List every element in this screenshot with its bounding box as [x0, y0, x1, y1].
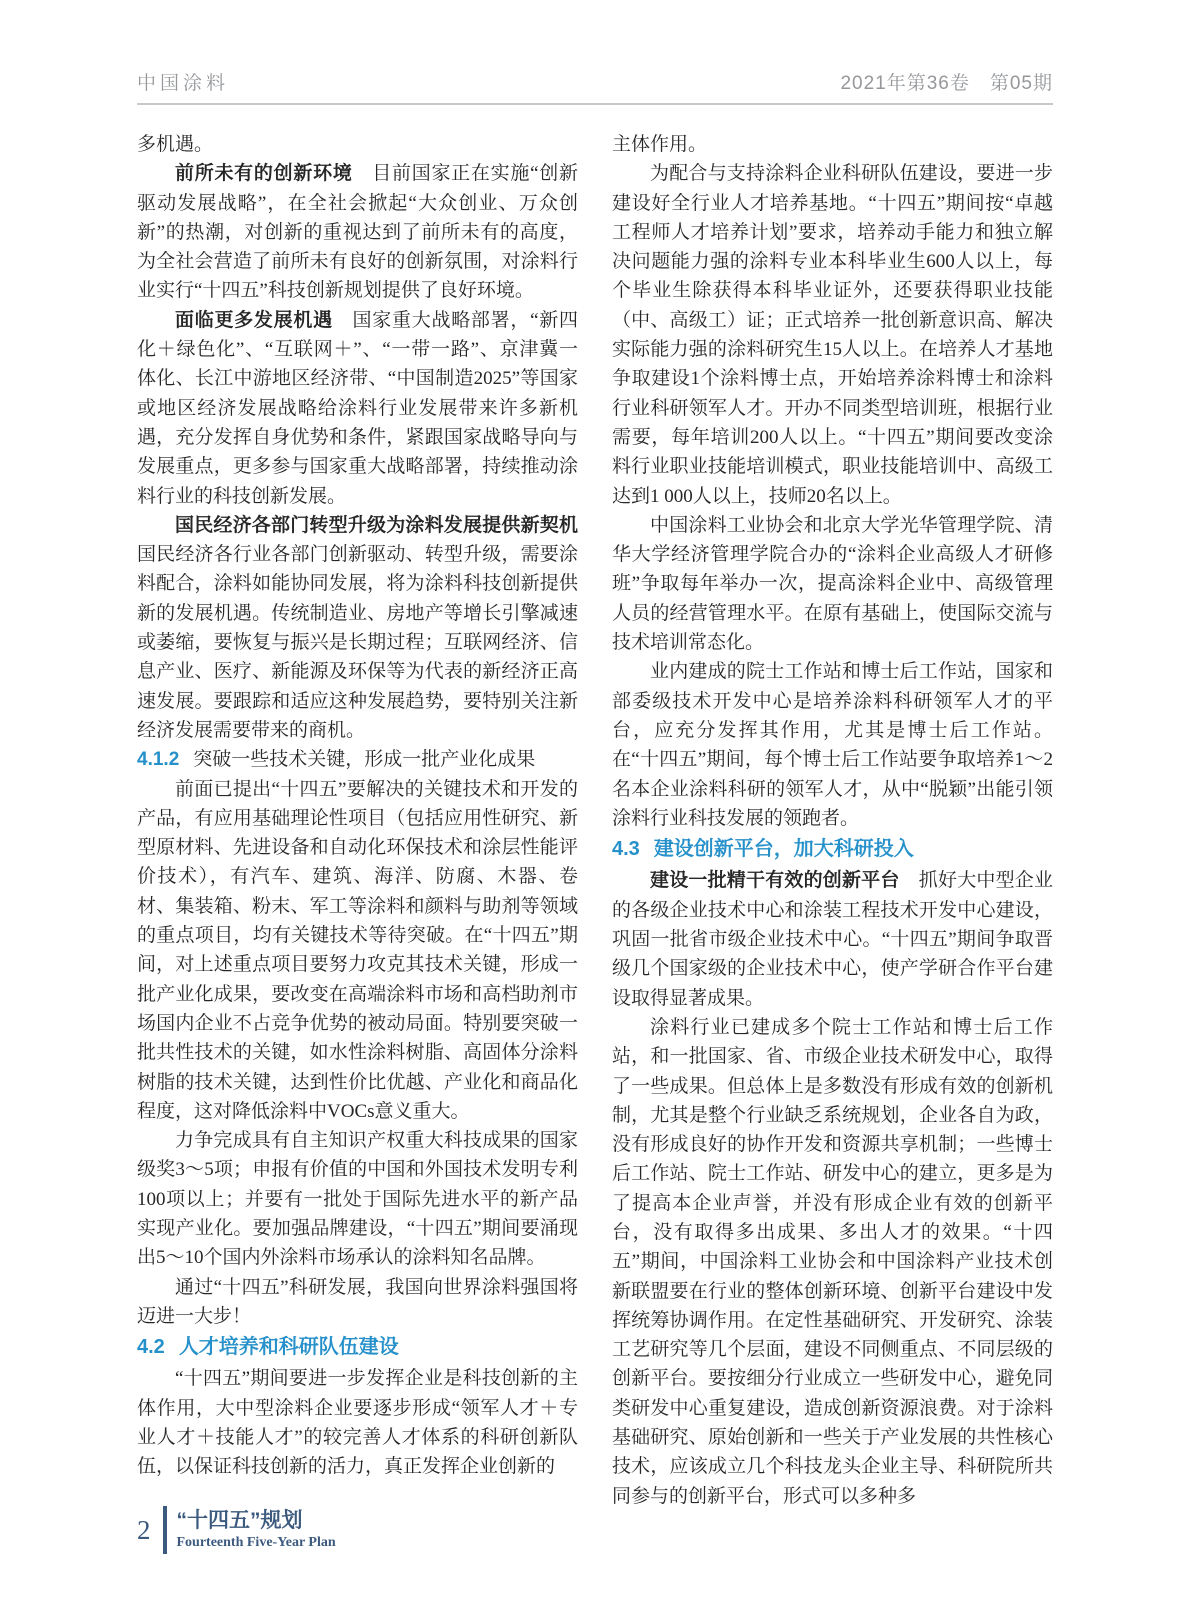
- footer-section-title: “十四五”规划: [176, 1509, 303, 1532]
- section-heading: [137, 1331, 578, 1364]
- right-column: [612, 130, 1053, 1511]
- section-title: 突破一些技术关键，形成一批产业化成果: [193, 749, 536, 771]
- paragraph-bold-lead: 国民经济各部门转型升级为涂料发展提供新契机: [175, 514, 578, 536]
- footer-divider-bar: [163, 1506, 167, 1554]
- paragraph-bold-lead: 建设一批精干有效的创新平台: [650, 870, 900, 892]
- journal-name: 中国涂料: [137, 73, 230, 94]
- paragraph: [137, 130, 578, 159]
- paragraph: [612, 657, 1053, 833]
- section-heading: [137, 745, 578, 774]
- paragraph: [137, 1126, 578, 1272]
- paragraph-text: 涂料行业已建成多个院士工作站和博士后工作站，和一批国家、省、市级企业技术研发中心，取得了一些成果。但总体上是多数没有形成有效的创新机制，尤其是整个行业缺乏系统规划，企业各自为政，没有形成良好的协作开发和资源共享机制；一些博士后工作站、院士工作站、研发中心的建立，更多是为了提高本企业声誉，并没有形成企业有效的创新平台，没有取得多出成果、多出人才的效果。“十四五”期间，中国涂料工业协会和中国涂料产业技术创新联盟要在行业的整体创新环境、创新平台建设中发挥统筹协调作用。在定性基础研究、开发研究、涂装工艺研究等几个层面，建设不同侧重点、不同层级的创新平台。要按细分行业成立一些研发中心，避免同类研发中心重复建设，造成创新资源浪费。对于涂料基础研究、原始创新和一些关于产业发展的共性核心技术，应该成立几个科技龙头企业主导、科研院所共同参与的创新平台，形式可以多种多: [612, 1016, 1053, 1507]
- paragraph: [137, 1364, 578, 1481]
- paragraph-text: 中国涂料工业协会和北京大学光华管理学院、清华大学经济管理学院合办的“涂料企业高级人才研修班”争取每年举办一次，提高涂料企业中、高级管理人员的经营管理水平。在原有基础上，使国际交流与技术培训常态化。: [612, 514, 1053, 654]
- section-title: 建设创新平台，加大科研投入: [653, 838, 914, 861]
- paragraph-text: 抓好大中型企业的各级企业技术中心和涂装工程技术开发中心建设，巩固一批省市级企业技术中心。“十四五”期间争取晋级几个国家级的企业技术中心，使产学研合作平台建设取得显著成果。: [612, 870, 1053, 1009]
- paragraph-text: 力争完成具有自主知识产权重大科技成果的国家级奖3～5项；申报有价值的中国和外国技术发明专利100项以上；并要有一批处于国际先进水平的新产品实现产业化。要加强品牌建设，“十四五”期间要涌现出5～10个国内外涂料市场承认的涂料知名品牌。: [137, 1130, 578, 1269]
- paragraph: [137, 306, 578, 511]
- section-number: 4.3: [612, 838, 640, 861]
- paragraph: [137, 511, 578, 745]
- section-number: 4.2: [137, 1336, 165, 1359]
- paragraph-text: 前面已提出“十四五”要解决的关键技术和开发的产品，有应用基础理论性项目（包括应用性研究、新型原材料、先进设备和自动化环保技术和涂层性能评价技术），有汽车、建筑、海洋、防腐、木器、卷材、集装箱、粉末、军工等涂料和颜料与助剂等领域的重点项目，均有关键技术等待突破。在“十四五”期间，对上述重点项目要努力攻克其技术关键，形成一批产业化成果，要改变在高端涂料市场和高档助剂市场国内企业不占竞争优势的被动局面。特别要突破一批共性技术的关键，如水性涂料树脂、高固体分涂料树脂的技术关键，达到性价比优越、产业化和商品化程度，这对降低涂料中VOCs意义重大。: [137, 778, 578, 1122]
- page-header: [137, 68, 1053, 105]
- paragraph: [612, 511, 1053, 657]
- paragraph-text: 主体作用。: [612, 134, 708, 155]
- paragraph-text: 多机遇。: [137, 134, 214, 155]
- issue-info: 2021年第36卷 第05期: [840, 73, 1053, 94]
- footer-section: [177, 1508, 336, 1552]
- paragraph: [137, 1273, 578, 1332]
- section-number: 4.1.2: [137, 749, 180, 771]
- paragraph: [612, 866, 1053, 1012]
- left-column: [137, 130, 578, 1511]
- paragraph-text: “十四五”期间要进一步发挥企业是科技创新的主体作用，大中型涂料企业要逐步形成“领军人才＋专业人才＋技能人才”的较完善人才体系的科研创新队伍，以保证科技创新的活力，真正发挥企业创新的: [137, 1368, 578, 1478]
- paragraph-bold-lead: 前所未有的创新环境: [175, 163, 353, 185]
- page-footer: [137, 1506, 336, 1554]
- paragraph: [137, 159, 578, 305]
- section-heading: [612, 833, 1053, 866]
- article-body: [137, 130, 1053, 1511]
- section-title: 人才培养和科研队伍建设: [178, 1336, 399, 1359]
- footer-section-subtitle: Fourteenth Five-Year Plan: [176, 1535, 336, 1550]
- paragraph: [612, 159, 1053, 511]
- paragraph-text: 业内建成的院士工作站和博士后工作站，国家和部委级技术开发中心是培养涂料科研领军人才的平台，应充分发挥其作用，尤其是博士后工作站。在“十四五”期间，每个博士后工作站要争取培养1～2名本企业涂料科研的领军人才，从中“脱颖”出能引领涂料行业科技发展的领跑者。: [612, 661, 1053, 829]
- paragraph-text: 为配合与支持涂料企业科研队伍建设，要进一步建设好全行业人才培养基地。“十四五”期间按“卓越工程师人才培养计划”要求，培养动手能力和独立解决问题能力强的涂料专业本科毕业生600人以上，每个毕业生除获得本科毕业证外，还要获得职业技能（中、高级工）证；正式培养一批创新意识高、解决实际能力强的涂料研究生15人以上。在培养人才基地争取建设1个涂料博士点，开始培养涂料博士和涂料行业科研领军人才。开办不同类型培训班，根据行业需要，每年培训200人以上。“十四五”期间要改变涂料行业职业技能培训模式，职业技能培训中、高级工达到1 000人以上，技师20名以上。: [612, 163, 1053, 507]
- page-number: 2: [137, 1514, 151, 1545]
- paragraph-text: 国民经济各行业各部门创新驱动、转型升级，需要涂料配合，涂料如能协同发展，将为涂料科技创新提供新的发展机遇。传统制造业、房地产等增长引擎减速或萎缩，要恢复与振兴是长期过程；互联网经济、信息产业、医疗、新能源及环保等为代表的新经济正高速发展。要跟踪和适应这种发展趋势，要特别关注新经济发展需要带来的商机。: [137, 544, 578, 741]
- paragraph: [612, 1013, 1053, 1511]
- paragraph: [137, 775, 578, 1127]
- paragraph: [612, 130, 1053, 159]
- paragraph-text: 通过“十四五”科研发展，我国向世界涂料强国将迈进一大步！: [137, 1276, 578, 1327]
- paragraph-text: 国家重大战略部署，“新四化＋绿色化”、“互联网＋”、“一带一路”、京津冀一体化、长江中游地区经济带、“中国制造2025”等国家或地区经济发展战略给涂料行业发展带来许多新机遇，充分发挥自身优势和条件，紧跟国家战略导向与发展重点，更多参与国家重大战略部署，持续推动涂料行业的科技创新发展。: [137, 309, 578, 507]
- paragraph-text: 目前国家正在实施“创新驱动发展战略”，在全社会掀起“大众创业、万众创新”的热潮，对创新的重视达到了前所未有的高度，为全社会营造了前所未有良好的创新氛围，对涂料行业实行“十四五”科技创新规划提供了良好环境。: [137, 163, 578, 302]
- paragraph-bold-lead: 面临更多发展机遇: [175, 309, 333, 331]
